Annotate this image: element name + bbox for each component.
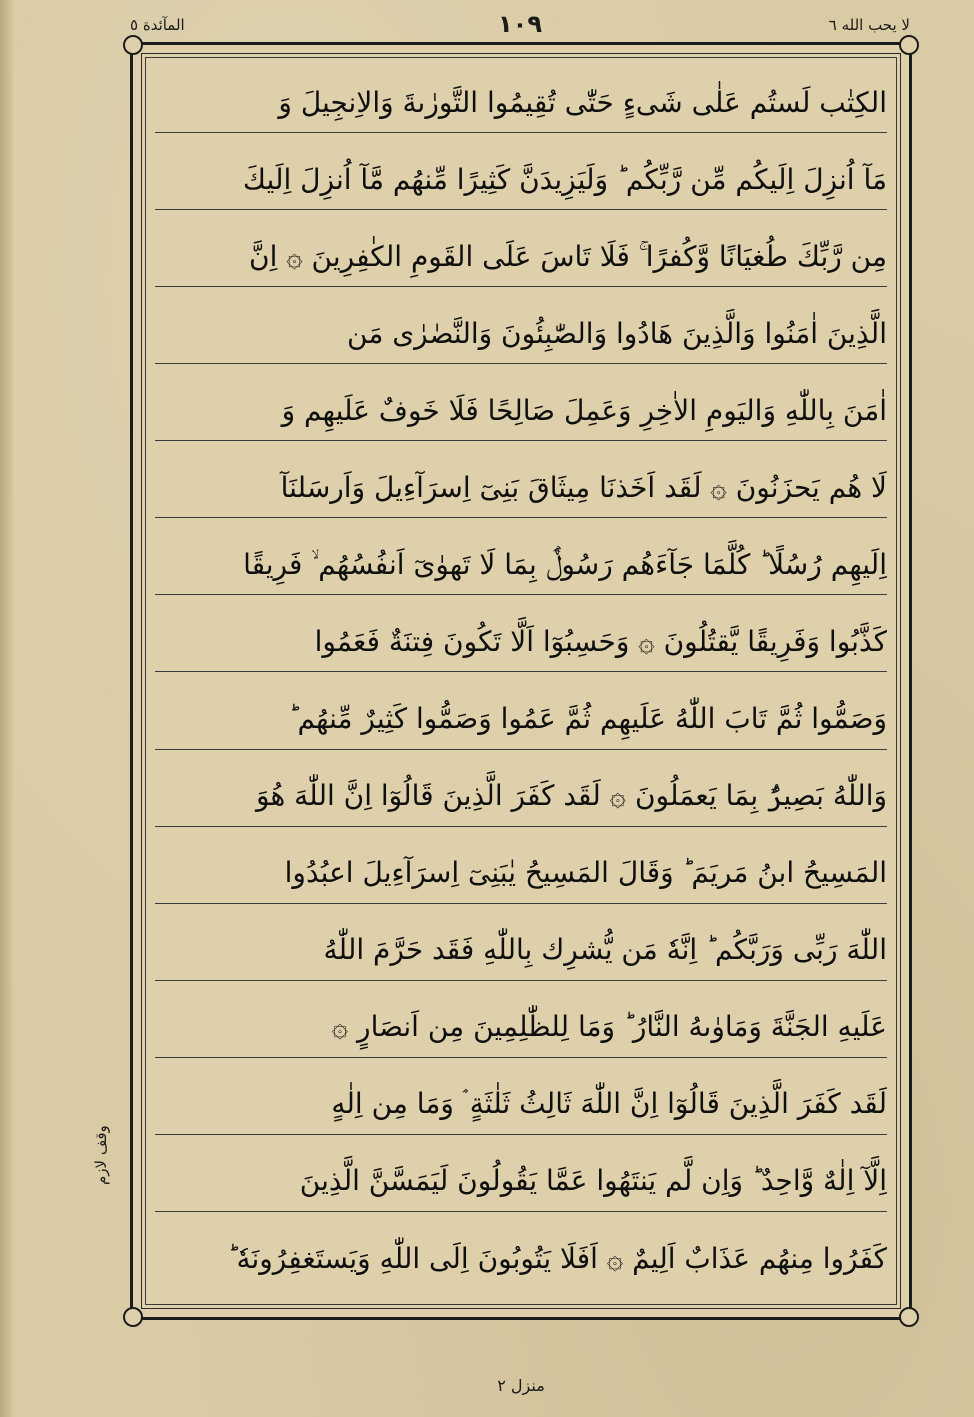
- verse-line: وَصَمُّوا ثُمَّ تَابَ اللّٰهُ عَلَيهِم ثُمَّ عَمُوا وَصَمُّوا كَثِيرٌ مِّنهُم ؕ: [155, 690, 887, 750]
- page-footer: منزل ٢: [497, 1376, 545, 1395]
- juz-title: لا يحب الله ٦: [828, 16, 910, 34]
- verse-line: اللّٰهَ رَبِّى وَرَبَّكُم ؕ اِنَّهٗ مَن يُّشرِك بِاللّٰهِ فَقَد حَرَّمَ اللّٰهُ: [155, 921, 887, 981]
- surah-title: المآئدة ٥: [130, 16, 185, 34]
- verse-line: لَقَد كَفَرَ الَّذِينَ قَالُوٓا اِنَّ اللّٰهَ ثَالِثُ ثَلٰثَةٍ ۘ وَمَا مِن اِلٰهٍ: [155, 1075, 887, 1135]
- verse-line: مَآ اُنزِلَ اِلَيكُم مِّن رَّبِّكُم ؕ وَلَيَزِيدَنَّ كَثِيرًا مِّنهُم مَّآ اُنزِلَ اِلَيكَ: [155, 150, 887, 210]
- verse-lines: [155, 73, 887, 1289]
- verse-line: كَذَّبُوا وَفَرِيقًا يَّقتُلُونَ ۞ وَحَسِبُوٓا اَلَّا تَكُونَ فِتنَةٌ فَعَمُوا: [155, 612, 887, 672]
- verse-line: الكِتٰب لَستُم عَلٰى شَىءٍ حَتّٰى تُقِيمُوا التَّورٰىةَ وَالاِنجِيلَ وَ: [155, 73, 887, 133]
- page-number: ١٠٩: [498, 10, 542, 38]
- corner-ornament-icon: [123, 1307, 143, 1327]
- page-binding-edge: [0, 0, 14, 1417]
- verse-line: الَّذِينَ اٰمَنُوا وَالَّذِينَ هَادُوا وَالصّٰبِئُونَ وَالنَّصٰرٰى مَن: [155, 304, 887, 364]
- verse-line: كَفَرُوا مِنهُم عَذَابٌ اَلِيمٌ ۞ اَفَلَا يَتُوبُونَ اِلَى اللّٰهِ وَيَستَغفِرُونَهٗ ؕ: [227, 1241, 887, 1275]
- verse-line: وَاللّٰهُ بَصِيرٌۢ بِمَا يَعمَلُونَ ۞ لَقَد كَفَرَ الَّذِينَ قَالُوٓا اِنَّ اللّٰهَ هُوَ: [155, 767, 887, 827]
- corner-ornament-icon: [123, 35, 143, 55]
- verse-line: المَسِيحُ ابنُ مَريَمَ ؕ وَقَالَ المَسِيحُ يٰبَنِىٓ اِسرَآءِيلَ اعبُدُوا: [155, 844, 887, 904]
- verse-line: اِلَّآ اِلٰهٌ وَّاحِدٌ ؕ وَاِن لَّم يَنتَهُوا عَمَّا يَقُولُونَ لَيَمَسَّنَّ الَّذِينَ: [155, 1152, 887, 1212]
- page-header: [130, 10, 910, 40]
- corner-ornament-icon: [899, 35, 919, 55]
- verse-line: اِلَيهِم رُسُلًا ؕ كُلَّمَا جَآءَهُم رَسُولٌۢ بِمَا لَا تَهوٰىٓ اَنفُسُهُم ۙ فَرِيقًا: [155, 535, 887, 595]
- margin-note: وقف لازم: [92, 1125, 110, 1185]
- verse-line: مِن رَّبِّكَ طُغيَانًا وَّكُفرًا ۚ فَلَا تَاسَ عَلَى القَومِ الكٰفِرِينَ ۞ اِنَّ: [155, 227, 887, 287]
- verse-line: لَا هُم يَحزَنُونَ ۞ لَقَد اَخَذنَا مِيثَاقَ بَنِىٓ اِسرَآءِيلَ وَاَرسَلنَآ: [155, 458, 887, 518]
- verse-line: عَلَيهِ الجَنَّةَ وَمَاوٰىهُ النَّارُ ؕ وَمَا لِلظّٰلِمِينَ مِن اَنصَارٍ ۞: [155, 998, 887, 1058]
- corner-ornament-icon: [899, 1307, 919, 1327]
- text-frame: [130, 42, 912, 1320]
- verse-line: اٰمَنَ بِاللّٰهِ وَاليَومِ الاٰخِرِ وَعَمِلَ صَالِحًا فَلَا خَوفٌ عَلَيهِم وَ: [155, 381, 887, 441]
